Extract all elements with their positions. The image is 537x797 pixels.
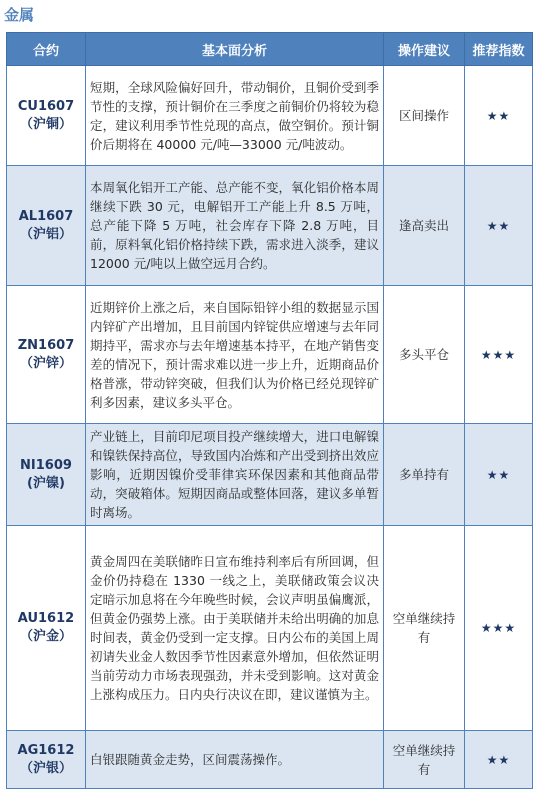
rating-stars: ★★ (465, 424, 533, 526)
table-row-au (7, 526, 533, 731)
contract-cell (7, 66, 86, 166)
analysis-cell: 短期，全球风险偏好回升，带动铜价，且铜价受到季节性的支撑，预计铜价在三季度之前铜价仍将较为稳定，建议利用季节性兑现的高点，做空铜价。预计铜价后期将在 40000 元/吨—33000 元/吨波动。 (86, 66, 384, 166)
header-advice: 操作建议 (384, 33, 465, 66)
contract-cell (7, 731, 86, 789)
contract-code: CU1607 (17, 98, 75, 114)
contract-cell (7, 424, 86, 526)
contract-name: （沪铝） (19, 226, 72, 242)
table-row-ni (7, 424, 533, 526)
rating-stars: ★★ (465, 731, 533, 789)
table-row-ag (7, 731, 533, 789)
advice-cell: 区间操作 (384, 66, 465, 166)
advice-cell: 逢高卖出 (384, 166, 465, 286)
advice-cell: 多头平仓 (384, 286, 465, 424)
analysis-cell: 本周氧化铝开工产能、总产能不变，氧化铝价格本周继续下跌 30 元，电解铝开工产能上升 8.5 万吨，总产能下降 5 万吨，社会库存下降 2.8 万吨，目前，原料氧化铝价格持续下跌，需求进入淡季，建议 12000 元/吨以上做空远月合约。 (86, 166, 384, 286)
rating-stars: ★★★ (465, 286, 533, 424)
analysis-cell: 白银跟随黄金走势，区间震荡操作。 (86, 731, 384, 789)
contract-name: （沪锌） (19, 355, 72, 371)
analysis-cell: 近期锌价上涨之后，来自国际铅锌小组的数据显示国内锌矿产出增加，且目前国内锌锭供应增速与去年同期持平，需求亦与去年增速基本持平，在地产销售变差的情况下，预计需求难以进一步上升，近期商品价格普涨，带动锌突破，但我们认为价格已经兑现锌矿利多因素，建议多头平仓。 (86, 286, 384, 424)
contract-cell (7, 286, 86, 424)
header-rating: 推荐指数 (465, 33, 533, 66)
contract-code: ZN1607 (17, 337, 75, 353)
section-title: 金属 (4, 6, 35, 24)
table-row-al (7, 166, 533, 286)
contract-name: （沪银） (19, 760, 72, 776)
contract-name: （沪铜） (19, 116, 72, 132)
table-row-zn (7, 286, 533, 424)
rating-stars: ★★★ (465, 526, 533, 731)
contract-code: AG1612 (17, 742, 75, 758)
contract-code: AU1612 (17, 611, 75, 626)
rating-stars: ★★ (465, 166, 533, 286)
analysis-cell: 产业链上，目前印尼项目投产继续增大，进口电解镍和镍铁保持高位，导致国内冶炼和产出受到挤出效应影响，近期因镍价受菲律宾环保因素和其他商品带动，突破箱体。短期因商品或整体回落，建议多单暂时离场。 (86, 424, 384, 526)
advice-cell: 空单继续持有 (384, 731, 465, 789)
header-row (7, 33, 533, 66)
contract-name: （沪金） (19, 629, 72, 644)
contract-name: (沪镍) (27, 475, 65, 491)
header-analysis: 基本面分析 (86, 33, 384, 66)
advice-cell: 多单持有 (384, 424, 465, 526)
contract-code: AL1607 (18, 208, 74, 224)
advice-cell: 空单继续持有 (384, 526, 465, 731)
contract-cell (7, 166, 86, 286)
table-row-cu (7, 66, 533, 166)
metals-table (6, 32, 533, 789)
header-contract: 合约 (7, 33, 86, 66)
analysis-cell: 黄金周四在美联储昨日宣布维持利率后有所回调，但金价仍持稳在 1330 一线之上，美联储政策会议决定暗示加息将在今年晚些时候，会议声明虽偏鹰派，但黄金仍强势上涨。由于美联储并未给出明确的加息时间表，黄金仍受到一定支撑。日内公布的美国上周初请失业金人数因季节性因素意外增加，但依然证明当前劳动力市场表现强劲，并未受到影响。这对黄金上涨构成压力。日内央行决议在即，建议谨慎为主。 (86, 526, 384, 731)
rating-stars: ★★ (465, 66, 533, 166)
contract-code: NI1609 (20, 457, 72, 473)
contract-cell (7, 526, 86, 731)
